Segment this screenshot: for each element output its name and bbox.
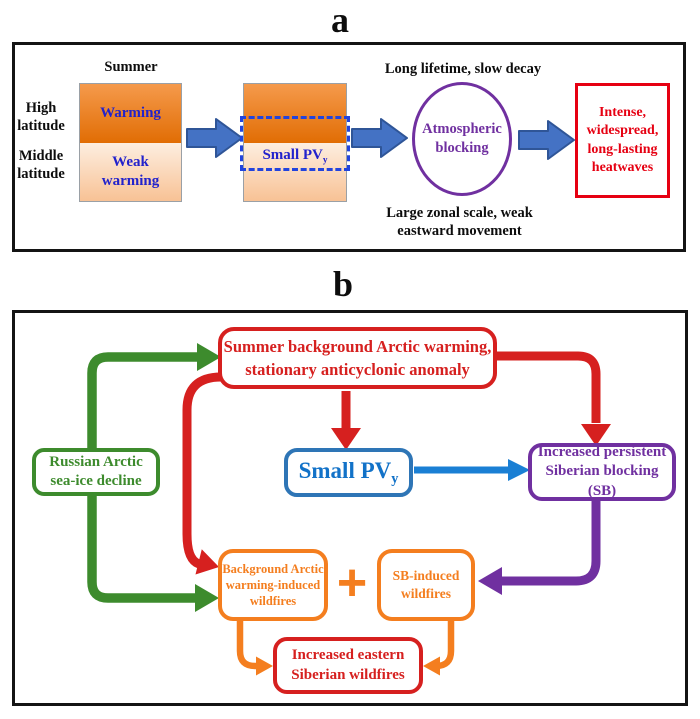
flow-arrow-3 — [519, 121, 574, 159]
purple-arrow-blocking-to-sbwildfires-line — [501, 499, 596, 581]
atmospheric-blocking-ellipse: Atmospheric blocking — [412, 82, 512, 196]
orange-arrow-left-line — [240, 619, 257, 666]
flow-arrow-2 — [352, 119, 407, 157]
green-arrow-seaice-to-warming-line — [92, 357, 198, 452]
heatwaves-outcome-box: Intense, widespread, long-lasting heatwaves — [575, 83, 670, 198]
panel-a-label: a — [331, 0, 349, 40]
orange-arrow-left-head — [256, 657, 273, 676]
high-latitude-warming-cell — [80, 84, 181, 143]
summer-arctic-warming-box: Summer background Arctic warming, stationary anticyclonic anomaly — [218, 327, 497, 389]
middle-latitude-label: Middle latitude — [17, 148, 65, 182]
green-arrow-seaice-to-wildfires-head — [195, 584, 219, 612]
zonal-scale-note: Large zonal scale, weak eastward movement — [386, 205, 533, 239]
flow-arrow-1 — [187, 119, 242, 157]
small-pv-box-b: Small $PV_y$ — [284, 448, 413, 497]
middle-latitude-weak-warming-cell: Weak warming — [80, 143, 181, 201]
pv-subscript: y — [322, 155, 328, 166]
orange-arrow-right-head — [423, 657, 440, 676]
small-pv-label-a: Small $PV_y$ — [262, 146, 328, 166]
panel-b-label: b — [332, 264, 354, 304]
blue-arrow-pv-to-blocking-head — [508, 459, 530, 481]
warming-induced-wildfires-box: Background Arctic warming-induced wildfires — [218, 549, 328, 621]
warming-label: Warming — [100, 105, 161, 122]
red-arrow-warming-to-wildfires-line — [187, 377, 221, 564]
latitude-warming-box — [79, 83, 182, 202]
sea-ice-decline-box: Russian Arctic sea-ice decline — [32, 448, 160, 496]
sb-induced-wildfires-box: SB-induced wildfires — [377, 549, 475, 621]
red-arrow-warming-to-blocking-line — [495, 356, 596, 423]
plus-sign: + — [336, 554, 368, 612]
purple-arrow-blocking-to-sbwildfires-head — [478, 567, 502, 595]
siberian-wildfires-outcome-box: Increased eastern Siberian wildfires — [273, 637, 423, 694]
long-lifetime-note: Long lifetime, slow decay — [384, 61, 542, 77]
siberian-blocking-box: Increased persistent Siberian blocking (SB) — [528, 443, 676, 501]
summer-column-header: Summer — [104, 59, 158, 75]
pv-subscript-b: y — [391, 471, 399, 488]
green-arrow-seaice-to-wildfires-line — [92, 492, 196, 598]
high-latitude-label: High latitude — [17, 100, 65, 134]
red-arrow-warming-to-pv-head — [331, 428, 361, 450]
